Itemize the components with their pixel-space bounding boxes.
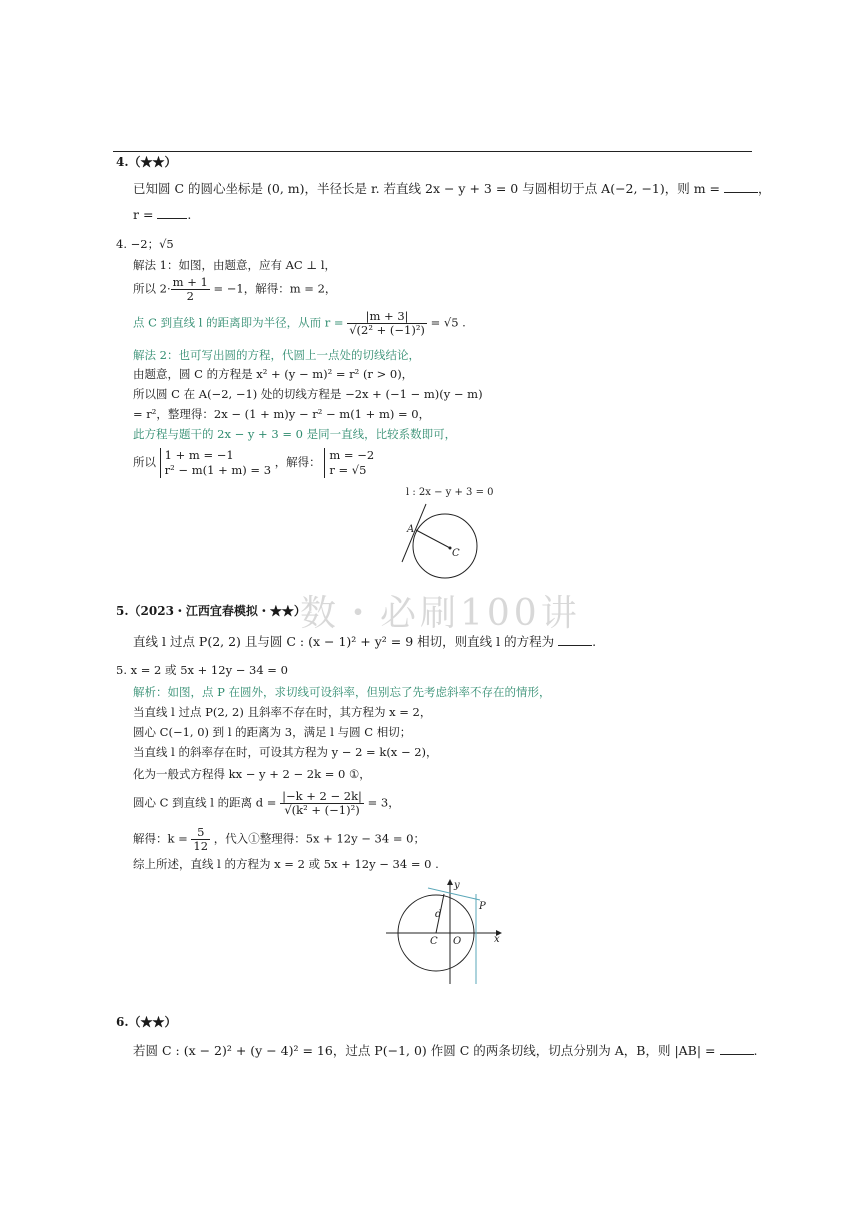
q5-line5 — [133, 790, 400, 817]
q5-line4: 化为一般式方程得 kx − y + 2 − 2k = 0 ①， — [133, 767, 371, 781]
q5-figure — [384, 876, 504, 988]
q4-method1-equation — [133, 276, 336, 303]
q4-sol-a: m = −2 — [329, 448, 375, 462]
watermark: 数・必刷100讲 — [300, 593, 581, 634]
q4-m1-frac-num: m + 1 — [172, 275, 208, 289]
q4-m1-dist-suffix: = √5 . — [430, 315, 466, 330]
q5-blank — [558, 633, 592, 646]
q6-end: . — [753, 1043, 758, 1058]
q4-solution-system — [324, 448, 374, 478]
q6-heading: 6.（★★） — [116, 1015, 177, 1029]
q4-sol-b: r = √5 — [329, 463, 367, 477]
q5-l6-suffix: ，代入①整理得：5x + 12y − 34 = 0； — [213, 831, 425, 846]
q4-m1-eq-suffix: = −1，解得：m = 2， — [213, 281, 337, 296]
q5-fig-y-label: y — [454, 880, 460, 891]
q5-l5-num: |−k + 2 − 2k| — [282, 789, 362, 803]
q4-m1-dist-num: |m + 3| — [347, 310, 427, 324]
top-rule — [113, 151, 752, 152]
q5-l6-prefix: 解得：k = — [133, 831, 188, 846]
q6-statement-text: 若圆 C : (x − 2)² + (y − 4)² = 16，过点 P(−1, 0) 作圆 C 的两条切线，切点分别为 A，B，则 |AB| = — [133, 1043, 716, 1058]
q4-answer-heading: 4. −2；√5 — [116, 237, 174, 251]
q4-m1-dist-fraction — [347, 310, 427, 337]
q5-line1: 当直线 l 过点 P(2, 2) 且斜率不存在时，其方程为 x = 2， — [133, 705, 432, 719]
q4-method2-line3: = r²，整理得：2x − (1 + m)y − r² − m(1 + m) = 0， — [133, 407, 431, 421]
q4-sol-prefix: ，解得： — [274, 455, 321, 469]
q4-figure — [388, 484, 508, 584]
q4-sys-eq-b: r² − m(1 + m) = 3 — [164, 463, 272, 477]
q5-l5-prefix: 圆心 C 到直线 l 的距离 d = — [133, 795, 277, 810]
q5-fig-y-arrow — [447, 879, 453, 885]
q4-fig-point-a: A — [407, 524, 415, 535]
q5-line2: 圆心 C(−1, 0) 到 l 的距离为 3，满足 l 与圆 C 相切； — [133, 725, 412, 739]
q5-l5-fraction — [280, 790, 364, 817]
q4-m1-dist-prefix: 点 C 到直线 l 的距离即为半径，从而 r = — [133, 315, 344, 330]
q5-l6-num: 5 — [191, 826, 210, 840]
q4-r-prefix: r = — [133, 207, 154, 222]
q5-statement: 直线 l 过点 P(2, 2) 且与圆 C : (x − 1)² + y² = 9 相切，则直线 l 的方程为 . — [133, 634, 597, 649]
q4-blank-r — [157, 206, 187, 219]
q5-fig-o-label: O — [453, 936, 462, 947]
q4-sys-eq-a: 1 + m = −1 — [164, 448, 234, 462]
q4-method2-line4: 此方程与题干的 2x − y + 3 = 0 是同一直线，比较系数即可， — [133, 427, 457, 441]
q4-method2-line2: 所以圆 C 在 A(−2, −1) 处的切线方程是 −2x + (−1 − m)(y − m) — [133, 387, 483, 401]
q5-answer-heading: 5. x = 2 或 5x + 12y − 34 = 0 — [116, 663, 288, 677]
q4-m1-frac-den: 2 — [186, 289, 194, 303]
q5-fig-x-label: x — [494, 934, 500, 945]
q4-fig-radius — [416, 530, 450, 548]
q4-method2-title: 解法 2：也可写出圆的方程，代圆上一点处的切线结论， — [133, 348, 420, 362]
q4-method1-title: 解法 1：如图，由题意，应有 AC ⊥ l， — [133, 258, 337, 272]
q4-statement-text: 已知圆 C 的圆心坐标是 (0, m)，半径长是 r. 若直线 2x − y + 3 = 0 与圆相切于点 A(−2, −1)，则 m = — [133, 181, 721, 196]
q4-m1-fraction — [171, 276, 210, 303]
q5-heading: 5.（2023・江西宜春模拟・★★） — [116, 604, 306, 618]
q4-fig-circle — [413, 514, 477, 578]
q5-analysis: 解析：如图，点 P 在圆外，求切线可设斜率，但别忘了先考虑斜率不存在的情形， — [133, 685, 551, 699]
q5-l6-fraction — [191, 826, 210, 853]
q4-method2-line1: 由题意，圆 C 的方程是 x² + (y − m)² = r² (r > 0)， — [133, 367, 414, 381]
q6-statement — [133, 1042, 758, 1059]
q5-line6 — [133, 826, 425, 853]
q5-line7: 综上所述，直线 l 的方程为 x = 2 或 5x + 12y − 34 = 0 . — [133, 857, 439, 871]
q4-method1-distance — [133, 310, 466, 337]
q5-fig-p-label: P — [479, 901, 486, 912]
q4-equation-system — [160, 448, 271, 478]
q5-fig-d-label: d — [435, 909, 442, 920]
q4-fig-point-c: C — [452, 548, 460, 559]
q5-l5-suffix: = 3， — [367, 795, 400, 810]
q4-method2-system — [133, 448, 374, 478]
q5-l5-den: √(k² + (−1)²) — [284, 803, 360, 817]
q4-blank-m — [724, 180, 758, 193]
q4-sys-prefix: 所以 — [133, 455, 156, 469]
q5-l6-den: 12 — [193, 839, 209, 853]
q4-fig-line-label: l : 2x − y + 3 = 0 — [406, 487, 494, 498]
q4-m1-dist-den: √(2² + (−1)²) — [349, 323, 425, 337]
q5-statement-text: 直线 l 过点 P(2, 2) 且与圆 C : (x − 1)² + y² = 9 相切，则直线 l 的方程为 — [133, 634, 555, 649]
q4-statement: 已知圆 C 的圆心坐标是 (0, m)，半径长是 r. 若直线 2x − y + 3 = 0 与圆相切于点 A(−2, −1)，则 m = ， — [133, 181, 771, 196]
q4-statement-line2: r = . — [133, 207, 192, 222]
q4-heading: 4.（★★） — [116, 155, 177, 169]
q5-line3: 当直线 l 的斜率存在时，可设其方程为 y − 2 = k(x − 2)， — [133, 745, 438, 759]
q6-blank — [720, 1042, 754, 1055]
q4-m1-eq-prefix: 所以 2· — [133, 281, 171, 296]
q5-fig-c-label: C — [430, 936, 438, 947]
